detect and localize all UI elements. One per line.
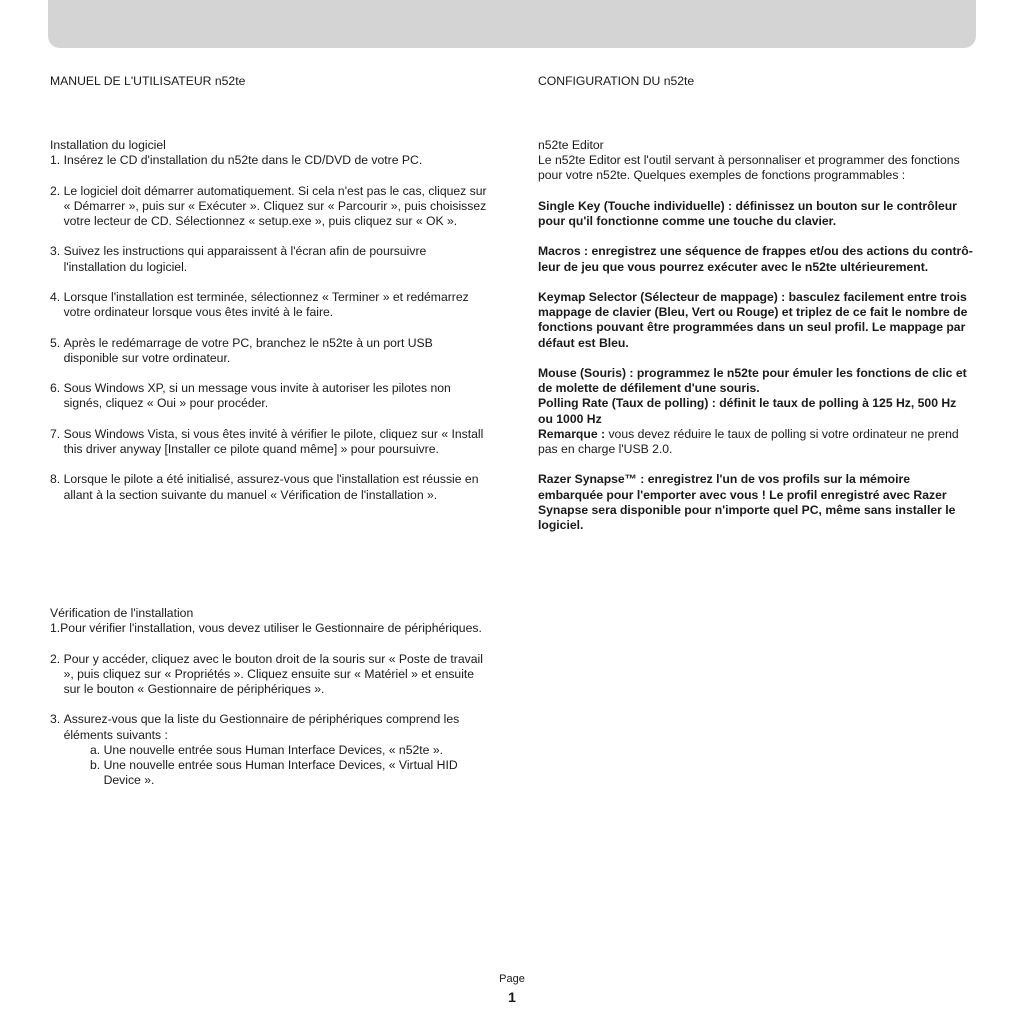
synapse-description: Razer Synapse™ : enregistrez l'un de vos profils sur la mémoire embarquée pour l'emporter avec vous ! Le profil enregistré avec Razer Synapse sera disponible pour n'importe quel PC, même sans installer le logiciel. (538, 472, 956, 532)
verification-title: Vérification de l'installation (50, 606, 194, 620)
list-item: 3. Suivez les instructions qui apparaissent à l'écran afin de poursuivre l'installation du logiciel. (50, 244, 427, 274)
mouse-description: Mouse (Souris) : programmez le n52te pour émuler les fonctions de clic et de molette de défilement d'une souris. (538, 365, 967, 396)
list-item: 3. Assurez-vous que la liste du Gestionnaire de périphériques comprend les éléments suivants : (50, 712, 460, 742)
list-item: 1. Insérez le CD d'installation du n52te dans le CD/DVD de votre PC. (50, 153, 423, 168)
list-item: 7. Sous Windows Vista, si vous êtes invité à vérifier le pilote, cliquez sur « Install this driver anyway [Installer ce pilote quand même] » pour poursuivre. (50, 426, 484, 456)
verification-section (50, 606, 490, 788)
sub-list-item: a. Une nouvelle entrée sous Human Interface Devices, « n52te ». (90, 742, 443, 757)
macros-description: Macros : enregistrez une séquence de frappes et/ou des actions du contrô-leur de jeu que vous pourrez exécuter avec le n52te ultérieurement. (538, 244, 973, 274)
page-label: Page (499, 973, 525, 985)
editor-intro: Le n52te Editor est l'outil servant à personnaliser et programmer des fonctions pour votre n52te. Quelques exemples de fonctions programmables : (538, 153, 960, 183)
list-item: 1. Pour vérifier l'installation, vous devez utiliser le Gestionnaire de périphériques. (50, 621, 482, 636)
editor-title: n52te Editor (538, 138, 604, 152)
list-item: 4. Lorsque l'installation est terminée, sélectionnez « Terminer » et redémarrez votre ordinateur lorsque vous êtes invité à le faire. (50, 289, 469, 320)
keymap-description: Keymap Selector (Sélecteur de mappage) : basculez facilement entre trois mappage de clavier (Bleu, Vert ou Rouge) et triplez de ce fait le nombre de fonctions pouvant être programmées dans un seul profil. Le mappage par défaut est Bleu. (538, 289, 968, 350)
list-item: 6. Sous Windows XP, si un message vous invite à autoriser les pilotes non signés, cliquez « Oui » pour procéder. (50, 381, 451, 411)
list-item: 2. Le logiciel doit démarrer automatiquement. Si cela n'est pas le cas, cliquez sur « Démarrer », puis sur « Exécuter ». Cliquez sur « Parcourir », puis choisissez votre lecteur de CD. Sélectionnez « setup.exe », puis cliquez sur « OK ». (50, 183, 487, 228)
configuration-title: CONFIGURATION DU n52te (538, 74, 695, 88)
polling-remark (538, 427, 974, 457)
editor-section (538, 138, 974, 533)
installation-title: Installation du logiciel (50, 138, 166, 152)
manual-title: MANUEL DE L'UTILISATEUR n52te (50, 74, 246, 88)
single-key-description: Single Key (Touche individuelle) : définissez un bouton sur le contrôleur pour qu'il fonctionne comme une touche du clavier. (538, 198, 957, 228)
sub-list-item: b. Une nouvelle entrée sous Human Interface Devices, « Virtual HID Device ». (90, 758, 458, 788)
polling-description: Polling Rate (Taux de polling) : définit le taux de polling à 125 Hz, 500 Hz ou 1000 Hz (538, 396, 957, 426)
remark-label: Remarque : (538, 426, 606, 441)
remark-text: vous devez réduire le taux de polling si votre ordinateur ne prend pas en charge l'USB 2.0. (538, 426, 959, 456)
header-bar (48, 0, 976, 48)
list-item: 5. Après le redémarrage de votre PC, branchez le n52te à un port USB disponible sur votre ordinateur. (50, 335, 433, 365)
list-item: 8. Lorsque le pilote a été initialisé, assurez-vous que l'installation est réussie en allant à la section suivante du manuel « Vérification de l'installation ». (50, 472, 479, 502)
list-item: 2. Pour y accéder, cliquez avec le bouton droit de la souris sur « Poste de travail », puis cliquez sur « Propriétés ». Cliquez ensuite sur « Matériel » et ensuite sur le bouton « Gestionnaire de périphériques ». (50, 651, 483, 696)
page-number: 1 (508, 989, 516, 1005)
installation-section (50, 138, 490, 518)
